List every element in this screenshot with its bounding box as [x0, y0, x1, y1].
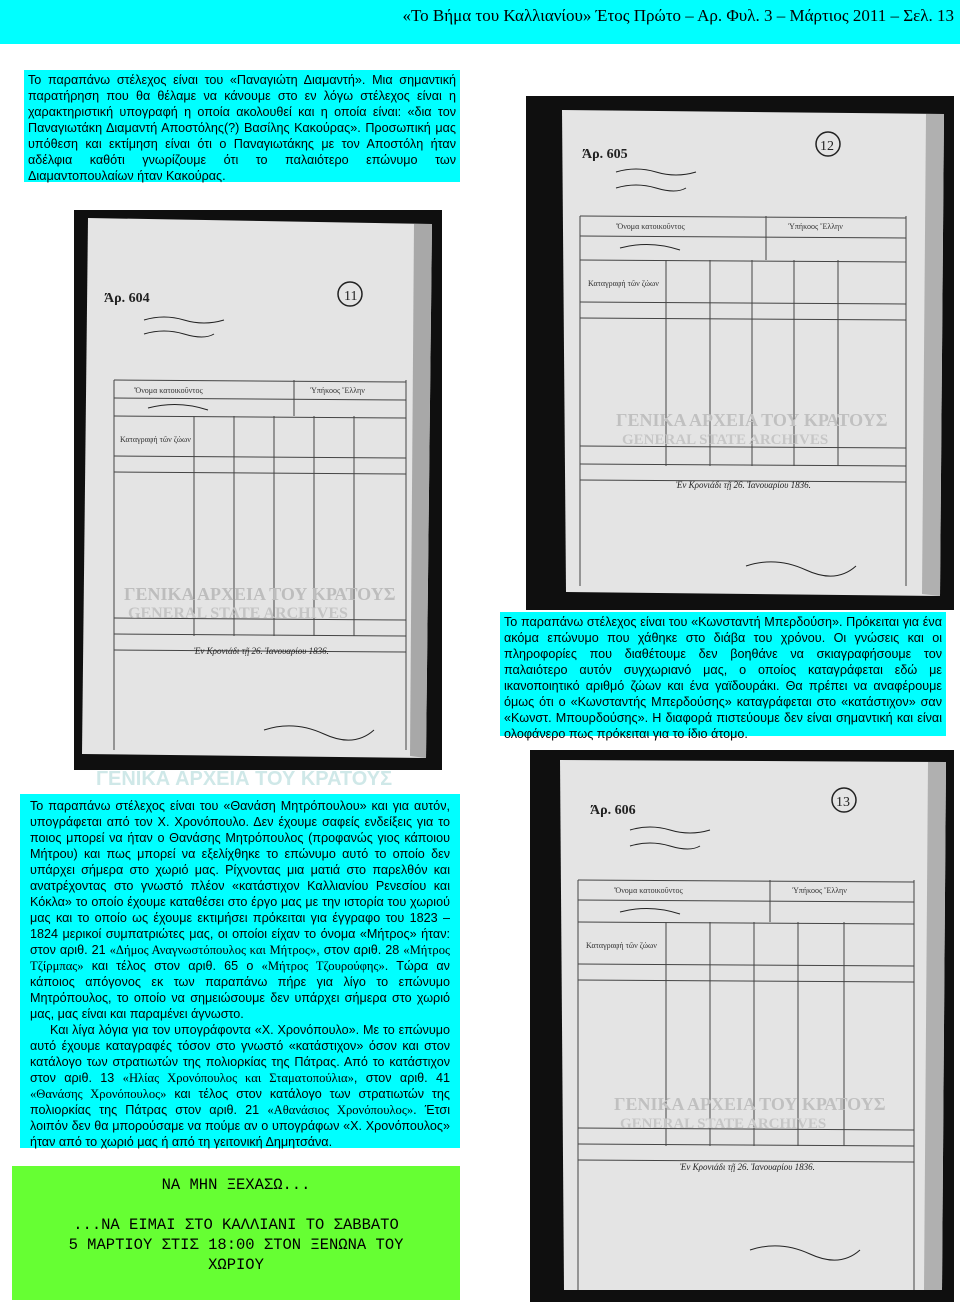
- document-page-number: 12: [820, 139, 834, 154]
- text-block-mitropoulos: [20, 794, 460, 1148]
- document-watermark-en: GENERAL STATE ARCHIVES: [622, 432, 829, 448]
- document-date: Ἐν Κρονιάδι τῇ 26. Ἰανουαρίου 1836.: [194, 646, 329, 656]
- reminder-box: [12, 1166, 460, 1300]
- header-text: «Το Βήμα του Καλλιανίου» Έτος Πρώτο – Αρ. Φυλ. 3 – Μάρτιος 2011 – Σελ. 13: [402, 6, 954, 25]
- document-watermark: ΓΕΝΙΚΑ ΑΡΧΕΙΑ ΤΟΥ ΚΡΑΤΟΥΣ: [124, 584, 396, 604]
- reminder-line: ...ΝΑ ΕΙΜΑΙ ΣΤΟ ΚΑΛΛΙΑΝΙ ΤΟ ΣΑΒΒΑΤΟ: [73, 1216, 399, 1234]
- document-date: Ἐν Κρονιάδι τῇ 26. Ἰανουαρίου 1836.: [680, 1162, 815, 1172]
- document-table-title: Καταγραφή τῶν ζώων: [586, 941, 657, 950]
- document-header: Ὄνομα κατοικοῦντος: [614, 886, 683, 895]
- document-watermark-en: GENERAL STATE ARCHIVES: [128, 605, 348, 622]
- document-number: Άρ. 605: [582, 147, 628, 162]
- document-header-2: Ὑπήκοος Ἕλλην: [310, 386, 365, 395]
- document-header-2: Ὑπήκοος Ἕλλην: [792, 886, 847, 895]
- archival-document-606: [530, 750, 954, 1302]
- document-header: Ὄνομα κατοικοῦντος: [134, 386, 203, 395]
- background-watermark: ΓΕΝΙΚΑ ΑΡΧΕΙΑ ΤΟΥ ΚΡΑΤΟΥΣ: [96, 768, 393, 790]
- document-table-title: Καταγραφή τῶν ζώων: [120, 435, 191, 444]
- document-page-number: 11: [344, 289, 358, 304]
- document-table-title: Καταγραφή τῶν ζώων: [588, 279, 659, 288]
- document-scan: [530, 750, 954, 1302]
- document-watermark: ΓΕΝΙΚΑ ΑΡΧΕΙΑ ΤΟΥ ΚΡΑΤΟΥΣ: [616, 410, 888, 430]
- archival-document-604: [74, 210, 442, 770]
- paragraph: Το παραπάνω στέλεχος είναι του «Κωνσταντή Μπερδούση». Πρόκειται για ένα ακόμα επώνυμο που χάθηκε στο διάβα του χρόνου. Οι γνώσεις και οι πληροφορίες που διαθέτουμε δεν βοηθάνε να σκιαγραφήσουμε τον παλαιότερο αυτόν συγχωριανό μας, ο οποίος καταγράφεται εδώ με ικανοποιητικό αριθμό ζώων και ένα γαϊδουράκι. Θα πρέπει να αναφέρουμε όμως ότι ο «Κωνσταντής Μπερδούσης» καταγράφεται στο «κατάστιχον» σαν «Κωνστ. Μπουρδούσης». Η διαφορά πιστεύουμε δεν είναι σημαντική και είναι ολοφάνερο πως πρόκειται για το ίδιο άτομο.: [504, 615, 942, 741]
- paragraph: Το παραπάνω στέλεχος είναι του «Θανάση Μητρόπουλου» και για αυτόν, υπογράφεται από τον Χ. Χρονόπουλο. Δεν έχουμε σαφείς ενδείξεις για το ποιος μπορεί να ήταν ο Θανάσης Μητρόπουλος (προφανώς γιος κάποιου Μήτρου) και πως μπορεί να εξελίχθηκε το επώνυμο αυτό το οποίο δεν υπάρχει σήμερα στο χωριό μας. Ρίχνοντας μια ματιά στο παρελθόν και ανατρέχοντας στο γνωστό πλέον «κατάστιχον Καλλιανίου Ρενεσίου και Κόκλα» το οποίο έχουμε καταθέσει στο έργο μας με την ιστορία του χωριού μας και το οποίο ως έχουμε εκτιμήσει πρόκειται για έγγραφο του 1823 – 1824 μερικοί συμπατριώτες μας, οι οποίοι είχαν το όνομα «Μήτρος» ήταν: στον αριθ. 21 «Δήμος Αναγνωστόπουλος και Μήτρος», στον αριθ. 28 «Μήτρος Τζίρμπας» και τέλος στον αριθ. 65 ο «Μήτρος Τζουρούφης». Τώρα αν κάποιος απόγονος εκ των παραπάνω πήρε για λίγο το επώνυμο Μητρόπουλος, το οποίο να σημειώσουμε δεν υπάρχει σήμερα στο χωριό μας, μας είναι και παραμένει άγνωστο.: [30, 799, 450, 1021]
- document-header: Ὄνομα κατοικοῦντος: [616, 222, 685, 231]
- document-scan: [74, 210, 442, 770]
- page-header: [0, 0, 960, 44]
- archival-document-605: [526, 96, 954, 610]
- document-scan: [526, 96, 954, 610]
- paragraph: Το παραπάνω στέλεχος είναι του «Παναγιώτη Διαμαντή». Μια σημαντική παρατήρηση που θα θέλαμε να κάνουμε στο εν λόγω στέλεχος είναι η χαρακτηριστική υπογραφή η οποία ακολουθεί και η οποία είναι: «δια τον Παναγιωτάκη Διαμαντή Αποστόλης(?) Βασίλης Κακούρας». Προσωπική μας υπόθεση και εκτίμηση είναι ότι ο Παναγιωτάκης με τον Αποστόλη ήταν αδέλφια καθότι γνωρίζουμε ότι το παλαιότερο επώνυμο των Διαμαντοπουλαίων ήταν Κακούρας.: [28, 73, 456, 183]
- reminder-line: ΧΩΡΙΟΥ: [208, 1256, 264, 1274]
- document-number: Άρ. 606: [590, 803, 636, 818]
- document-watermark-en: GENERAL STATE ARCHIVES: [620, 1116, 827, 1132]
- document-date: Ἐν Κρονιάδι τῇ 26. Ἰανουαρίου 1836.: [676, 480, 811, 490]
- text-block-berdousis: [500, 612, 946, 741]
- text-block-diamantis: [24, 70, 460, 182]
- document-header-2: Ὑπήκοος Ἕλλην: [788, 222, 843, 231]
- document-number: Άρ. 604: [104, 291, 150, 306]
- reminder-title: ΝΑ ΜΗΝ ΞΕΧΑΣΩ...: [161, 1176, 311, 1194]
- reminder-line: 5 ΜΑΡΤΙΟΥ ΣΤΙΣ 18:00 ΣΤΟΝ ΞΕΝΩΝΑ ΤΟΥ: [68, 1236, 404, 1254]
- document-page-number: 13: [836, 795, 850, 810]
- paragraph: Και λίγα λόγια για τον υπογράφοντα «Χ. Χρονόπουλο». Με το επώνυμο αυτό έχουμε καταγραφές τόσον στο γνωστό «κατάστιχον» όσον και στον κατάλογο των στρατιωτών της πολιορκίας της Πάτρας. Από το κατάστιχον στον αριθ. 13 «Ηλίας Χρονόπουλος και Σταματοπούλια», στον αριθ. 41 «Θανάσης Χρονόπουλος» και τέλος στον κατάλογο των στρατιωτών της πολιορκίας της Πάτρας στον αριθ. 21 «Αθανάσιος Χρονόπουλος». Έτσι λοιπόν δεν θα μπορούσαμε να πούμε αν ο υπογράφων «Χ. Χρονόπουλος» ήταν από το χωριό μας ή από τη γειτονική Δημητσάνα.: [30, 1023, 451, 1149]
- document-watermark: ΓΕΝΙΚΑ ΑΡΧΕΙΑ ΤΟΥ ΚΡΑΤΟΥΣ: [614, 1094, 886, 1114]
